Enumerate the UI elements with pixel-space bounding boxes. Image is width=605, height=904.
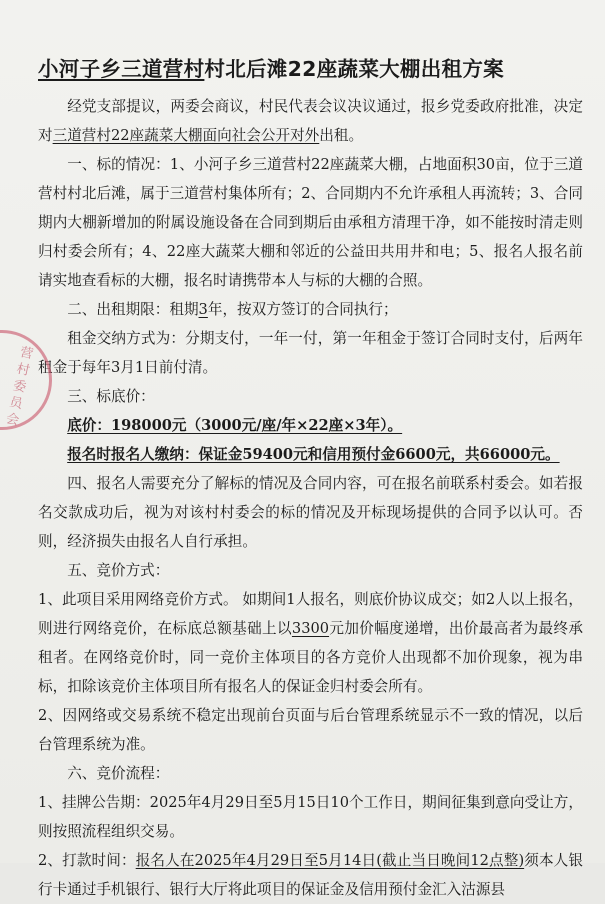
bid-rule-2: 2、因网络或交易系统不稳定出现前台页面与后台管理系统显示不一致的情况，以后台管理系统为准。: [38, 707, 583, 753]
base-price: [38, 411, 583, 440]
flow-step-2-period: 报名人在2025年4月29日至5月14日(截止当日晚间12点整): [135, 852, 525, 869]
section-6-heading: 六、竞价流程：: [67, 765, 170, 782]
flow-step-2-tail: 须本人银行卡通过手机银行、银行大厅将此项目的保证金及信用预付金汇入沽源县: [38, 852, 583, 898]
base-price-text: 底价：198000元（3000元/座/年×22座×3年）。: [67, 417, 403, 434]
intro-paragraph: [38, 92, 583, 150]
title-location: 村北后滩: [204, 57, 288, 81]
bid-increment: 3300: [291, 620, 330, 637]
section-1-target-info: 一、标的情况：1、小河子乡三道营村22座蔬菜大棚，占地面积30亩，位于三道营村村北后滩，属于三道营村集体所有；2、合同期内不允许承租人再流转；3、合同期内大棚新增加的附属设施设备在合同到期后由承租方清理干净，如不能按时清走则归村委会所有；4、22座大蔬菜大棚和邻近的公益田共用井和电；5、报名人报名前请实地查看标的大棚，报名时请携带本人与标的大棚的合照。: [38, 156, 583, 289]
deposit-info: [38, 440, 583, 469]
document-title: [38, 52, 583, 82]
title-village: 小河子乡三道营村: [38, 57, 205, 81]
flow-step-2-label: 2、打款时间：: [38, 852, 136, 869]
intro-tail: 出租。: [319, 127, 364, 144]
section-2-lease-term: [38, 295, 583, 324]
bid-rule-1-text: 1、此项目采用网络竞价方式。 如期间1人报名，则底价协议成交；如2人以上报名，则进行网络竞价，在标底总额基础上以: [38, 591, 583, 637]
lease-term-text: 二、出租期限：租期: [67, 301, 199, 318]
lease-term-years: 3: [198, 301, 208, 318]
title-subject: 22座蔬菜大棚出租方案: [287, 57, 504, 81]
bid-rule-1: [38, 585, 583, 701]
payment-method: 租金交纳方式为：分期支付，一年一付，第一年租金于签订合同时支付，后两年租金于每年3月1日前付清。: [38, 330, 583, 376]
flow-step-2: [38, 846, 583, 904]
deposit-text: 报名时报名人缴纳：保证金59400元和信用预付金6600元，共66000元。: [67, 446, 560, 463]
section-4-notice: 四、报名人需要充分了解标的情况及合同内容，可在报名前联系村委会。如若报名交款成功后，视为对该村村委会的标的情况及开标现场提供的合同予以认可。否则，经济损失由报名人自行承担。: [38, 475, 583, 550]
intro-text: 经党支部提议，两委会商议，村民代表会议决议通过，报乡党委政府批准，决定对: [38, 98, 583, 144]
intro-underlined: 三道营村22座蔬菜大棚面向社会公开对外: [52, 127, 320, 144]
bid-rule-1-tail: 元加价幅度递增，出价最高者为最终承租者。在网络竞价时，同一竞价主体项目的各方竞价人出现都不加价现象，视为串标，扣除该竞价主体项目所有报名人的保证金归村委会所有。: [38, 620, 583, 695]
seal-text: 营村委员会: [4, 345, 35, 429]
lease-term-tail: 年，按双方签订的合同执行；: [207, 301, 398, 318]
section-3-heading: 三、标底价：: [67, 388, 155, 405]
flow-step-1: 1、挂牌公告期：2025年4月29日至5月15日10个工作日，期间征集到意向受让方，则按照流程组织交易。: [38, 794, 583, 840]
section-5-heading: 五、竞价方式：: [67, 562, 170, 579]
